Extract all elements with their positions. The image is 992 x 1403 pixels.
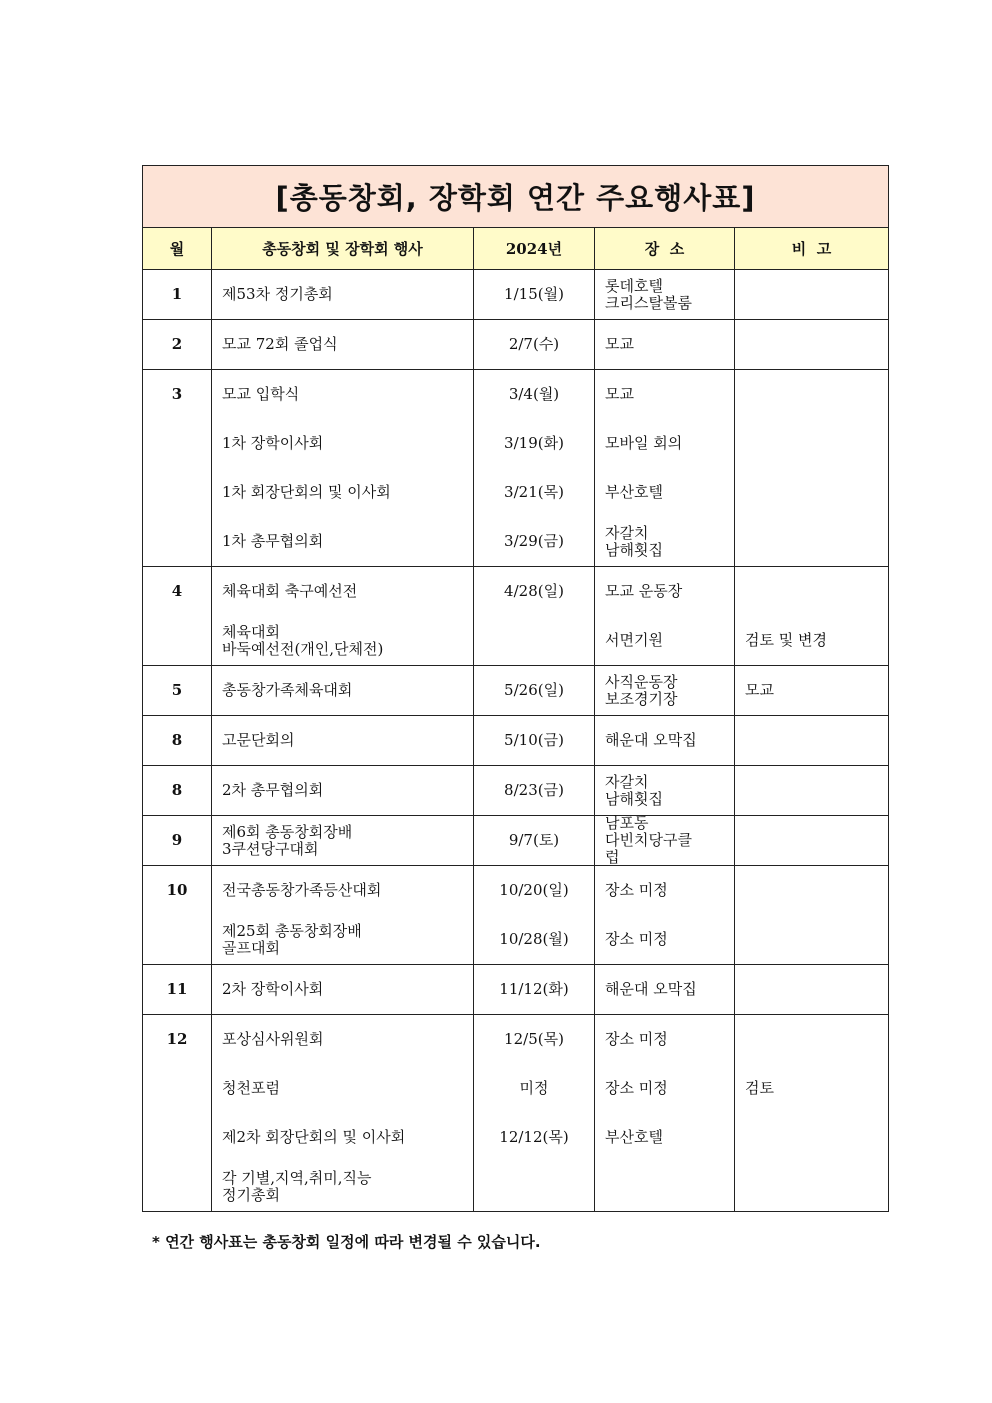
note-cell [735,567,889,666]
event-text: 총동창가족체육대회 [222,681,353,699]
event-cell [212,766,474,816]
place-text: 해운대 오막집 [605,731,697,749]
event-cell [212,666,474,716]
note-cell [735,320,889,370]
event-text: 모교 입학식 [222,385,300,403]
table-row [143,766,889,816]
date-text: 8/23(금) [504,781,564,799]
date-text: 미정 [519,1079,549,1097]
note-cell [735,965,889,1015]
note-text [735,270,888,319]
date-text: 3/19(화) [504,434,564,452]
month-label: 2 [171,335,183,353]
date-text: 12/5(목) [504,1030,564,1048]
note-text [735,716,888,765]
note-text [735,816,888,865]
date-cell [474,320,595,370]
date-text: 3/4(월) [508,385,560,403]
event-text: 1차 총무협의회 [222,532,324,550]
place-cell [595,866,735,965]
event-text: 제2차 회장단회의 및 이사회 [222,1128,406,1146]
date-text [474,616,594,665]
note-text [735,1162,888,1211]
event-text: 포상심사위원회 [222,1030,324,1048]
month-cell [143,965,212,1015]
table-row [143,965,889,1015]
schedule-table [142,165,889,1212]
date-cell [474,1015,595,1212]
table-row [143,866,889,965]
place-text: 모교 운동장 [605,582,683,600]
date-text: 10/28(월) [499,930,569,948]
note-text [735,320,888,369]
event-cell [212,567,474,666]
note-cell [735,1015,889,1212]
date-cell [474,766,595,816]
month-label: 9 [171,831,183,849]
date-text: 10/20(일) [499,881,569,899]
month-cell [143,666,212,716]
event-text: 전국총동창가족등산대회 [222,881,382,899]
month-cell [143,320,212,370]
note-cell [735,370,889,567]
place-text: 장소 미정 [605,930,668,948]
place-cell [595,370,735,567]
note-text: 검토 및 변경 [745,631,827,649]
place-cell [595,270,735,320]
month-cell [143,370,212,567]
place-cell [595,1015,735,1212]
event-text: 청천포럼 [222,1079,280,1097]
place-text: 장소 미정 [605,1030,668,1048]
place-text: 부산호텔 [605,483,663,501]
date-text: 1/15(월) [504,285,564,303]
header-event: 총동창회 및 장학회 행사 [212,228,474,270]
event-text: 2차 총무협의회 [222,781,324,799]
event-text: 제53차 정기총회 [222,285,333,303]
month-label: 8 [171,731,183,749]
note-text [735,1113,888,1162]
note-cell [735,816,889,866]
event-cell [212,965,474,1015]
month-cell [143,866,212,965]
date-cell [474,370,595,567]
event-text: 체육대회 축구예선전 [222,582,358,600]
event-text: 2차 장학이사회 [222,980,324,998]
note-text [735,370,888,419]
date-text: 3/29(금) [504,532,564,550]
place-text: 모교 [605,385,634,403]
note-text [735,567,888,616]
place-cell [595,816,735,866]
place-text: 남포동 다빈치당구클 럽 [605,814,692,866]
note-text [735,468,888,517]
note-text [735,915,888,964]
date-cell [474,567,595,666]
place-text: 서면기원 [605,631,663,649]
header-note: 비 고 [735,228,889,270]
place-text: 모교 [605,335,634,353]
month-label: 4 [171,582,183,600]
date-text [474,1162,594,1211]
date-text: 5/26(일) [504,681,564,699]
place-text: 사직운동장 보조경기장 [605,672,678,708]
table-row [143,320,889,370]
event-text: 제25회 총동창회장배 골프대회 [222,921,362,957]
place-cell [595,666,735,716]
table-row [143,1015,889,1212]
event-text: 모교 72회 졸업식 [222,335,338,353]
event-text: 고문단회의 [222,731,295,749]
date-cell [474,816,595,866]
note-text [735,866,888,915]
event-cell [212,866,474,965]
footnote: * 연간 행사표는 총동창회 일정에 따라 변경될 수 있습니다. [152,1233,541,1251]
date-cell [474,270,595,320]
month-label: 11 [166,980,188,998]
place-text: 모바일 회의 [605,434,683,452]
place-text: 자갈치 남해횟집 [605,523,663,559]
date-text: 9/7(토) [508,831,560,849]
note-text [735,517,888,566]
note-text [735,419,888,468]
table-row [143,716,889,766]
month-cell [143,716,212,766]
note-text: 모교 [745,681,774,699]
month-cell [143,1015,212,1212]
note-cell [735,866,889,965]
place-cell [595,766,735,816]
event-text: 체육대회 바둑예선전(개인,단체전) [222,622,384,658]
month-label: 10 [166,881,188,899]
table-row [143,666,889,716]
event-cell [212,270,474,320]
date-text: 2/7(수) [508,335,560,353]
month-label: 8 [171,781,183,799]
place-text: 롯데호텔 크리스탈볼룸 [605,276,692,312]
date-cell [474,666,595,716]
month-cell [143,766,212,816]
month-label: 5 [171,681,183,699]
place-text: 해운대 오막집 [605,980,697,998]
place-text: 자갈치 남해횟집 [605,772,663,808]
event-text: 제6회 총동창회장배 3쿠션당구대회 [222,822,353,858]
event-cell [212,320,474,370]
event-text: 1차 장학이사회 [222,434,324,452]
place-cell [595,567,735,666]
date-text: 3/21(목) [504,483,564,501]
event-text: 각 기별,지역,취미,직능 정기총회 [222,1168,372,1204]
place-cell [595,320,735,370]
month-cell [143,567,212,666]
note-cell [735,270,889,320]
month-label: 12 [166,1030,188,1048]
table-row [143,816,889,866]
month-label: 3 [171,385,183,403]
note-cell [735,766,889,816]
event-cell [212,816,474,866]
table-row [143,370,889,567]
table-row [143,567,889,666]
date-text: 4/28(일) [504,582,564,600]
date-text: 5/10(금) [504,731,564,749]
note-text [735,965,888,1014]
date-text: 12/12(목) [499,1128,569,1146]
place-text: 장소 미정 [605,881,668,899]
date-cell [474,866,595,965]
month-cell [143,816,212,866]
table-row [143,270,889,320]
note-text [735,1015,888,1064]
note-cell [735,716,889,766]
header-place: 장 소 [595,228,735,270]
note-text: 검토 [745,1079,774,1097]
date-cell [474,716,595,766]
event-cell [212,1015,474,1212]
note-cell [735,666,889,716]
month-label: 1 [171,285,183,303]
date-cell [474,965,595,1015]
event-cell [212,716,474,766]
place-text [595,1162,734,1211]
place-text: 부산호텔 [605,1128,663,1146]
month-cell [143,270,212,320]
place-text: 장소 미정 [605,1079,668,1097]
note-text [735,766,888,815]
header-month: 월 [143,228,212,270]
header-year: 2024년 [474,228,595,270]
event-text: 1차 회장단회의 및 이사회 [222,483,391,501]
event-cell [212,370,474,567]
place-cell [595,965,735,1015]
place-cell [595,716,735,766]
page-title: [총동창회, 장학회 연간 주요행사표] [143,166,889,228]
date-text: 11/12(화) [499,980,569,998]
